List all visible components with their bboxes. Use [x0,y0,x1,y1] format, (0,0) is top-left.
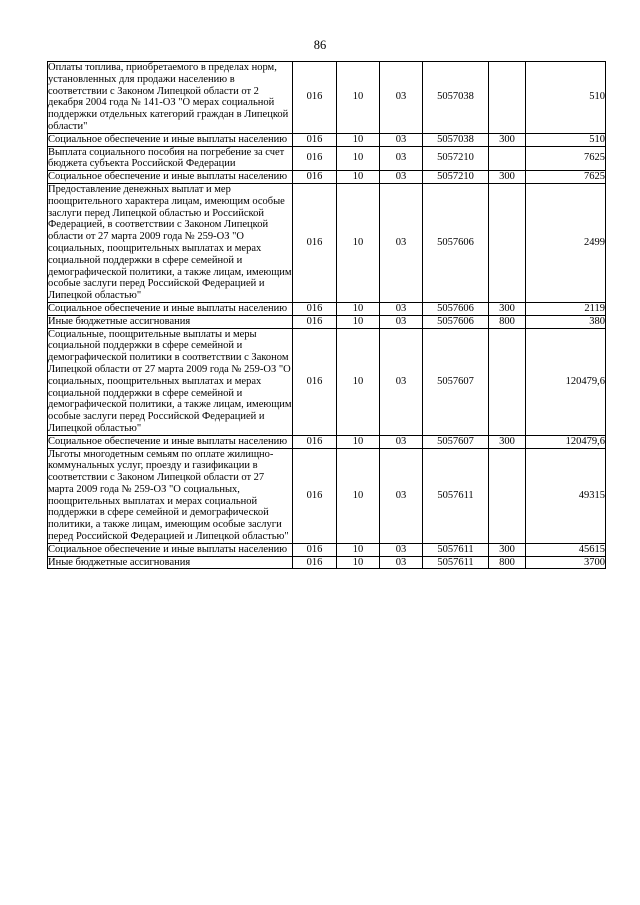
budget-table [47,61,606,569]
amount-cell: 2119 [526,302,606,315]
row-name-cell: Иные бюджетные ассигнования [48,315,293,328]
subsection-code-cell: 03 [380,171,423,184]
row-name-cell: Выплата социального пособия на погребение за счет бюджета субъекта Российской Федерации [48,146,293,171]
ministry-code-cell: 016 [293,146,337,171]
row-name-cell: Социальное обеспечение и иные выплаты населению [48,171,293,184]
table-row [48,543,606,556]
target-article-cell: 5057210 [423,171,489,184]
table-row [48,62,606,134]
amount-cell: 510 [526,62,606,134]
target-article-cell: 5057611 [423,543,489,556]
section-code-cell: 10 [337,543,380,556]
table-row [48,435,606,448]
ministry-code-cell: 016 [293,183,337,302]
subsection-code-cell: 03 [380,448,423,543]
ministry-code-cell: 016 [293,302,337,315]
expense-type-cell [489,146,526,171]
expense-type-cell: 300 [489,133,526,146]
row-name-cell: Социальное обеспечение и иные выплаты населению [48,133,293,146]
table-row [48,146,606,171]
expense-type-cell: 300 [489,171,526,184]
amount-cell: 45615 [526,543,606,556]
amount-cell: 7625 [526,171,606,184]
table-row [48,302,606,315]
subsection-code-cell: 03 [380,435,423,448]
amount-cell: 380 [526,315,606,328]
row-name-cell: Социальное обеспечение и иные выплаты населению [48,302,293,315]
target-article-cell: 5057607 [423,328,489,435]
expense-type-cell [489,62,526,134]
amount-cell: 3700 [526,556,606,569]
subsection-code-cell: 03 [380,556,423,569]
amount-cell: 2499 [526,183,606,302]
row-name-cell: Социальное обеспечение и иные выплаты населению [48,435,293,448]
section-code-cell: 10 [337,556,380,569]
table-row [48,315,606,328]
amount-cell: 120479,6 [526,435,606,448]
table-row [48,448,606,543]
subsection-code-cell: 03 [380,328,423,435]
target-article-cell: 5057038 [423,62,489,134]
section-code-cell: 10 [337,62,380,134]
table-row [48,183,606,302]
subsection-code-cell: 03 [380,183,423,302]
section-code-cell: 10 [337,146,380,171]
amount-cell: 49315 [526,448,606,543]
row-name-cell: Социальное обеспечение и иные выплаты населению [48,543,293,556]
expense-type-cell [489,183,526,302]
ministry-code-cell: 016 [293,133,337,146]
ministry-code-cell: 016 [293,435,337,448]
ministry-code-cell: 016 [293,62,337,134]
page-number: 86 [313,38,327,52]
expense-type-cell: 300 [489,543,526,556]
row-name-cell: Льготы многодетным семьям по оплате жилищно-коммунальных услуг, проезду и газификации в соответствии с Законом Липецкой области от 27 марта 2009 года № 259-ОЗ "О социальных, поощрительных выплатах и мерах социальной поддержки в сфере семейной и демографической политики, а также лицам, имеющим особые заслуги перед Российской Федерацией и Липецкой областью" [48,448,293,543]
expense-type-cell [489,328,526,435]
target-article-cell: 5057611 [423,448,489,543]
section-code-cell: 10 [337,328,380,435]
section-code-cell: 10 [337,302,380,315]
row-name-cell: Предоставление денежных выплат и мер поощрительного характера лицам, имеющим особые заслуги перед Липецкой областью и Российской Федерацией, в соответствии с Законом Липецкой области от 27 марта 2009 года № 259-ОЗ "О социальных, поощрительных выплатах и мерах социальной поддержки в сфере семейной и демографической политики, а также лицам, имеющим особые заслуги перед Российской Федерацией и Липецкой областью" [48,183,292,302]
row-name-cell: Социальные, поощрительные выплаты и меры социальной поддержки в сфере семейной и демографической политики в соответствии с Законом Липецкой области от 27 марта 2009 года № 259-ОЗ "О социальных, поощрительных выплатах и мерах социальной поддержки в сфере семейной и демографической политики, а также лицам, имеющим особые заслуги перед Российской Федерацией и Липецкой областью" [48,328,292,434]
ministry-code-cell: 016 [293,448,337,543]
expense-type-cell [489,448,526,543]
amount-cell: 510 [526,133,606,146]
amount-cell: 7625 [526,146,606,171]
ministry-code-cell: 016 [293,328,337,435]
section-code-cell: 10 [337,315,380,328]
target-article-cell: 5057606 [423,315,489,328]
section-code-cell: 10 [337,133,380,146]
subsection-code-cell: 03 [380,315,423,328]
target-article-cell: 5057607 [423,435,489,448]
section-code-cell: 10 [337,435,380,448]
expense-type-cell: 800 [489,315,526,328]
subsection-code-cell: 03 [380,302,423,315]
target-article-cell: 5057210 [423,146,489,171]
subsection-code-cell: 03 [380,543,423,556]
budget-table-body [48,62,606,569]
section-code-cell: 10 [337,183,380,302]
row-name-cell: Оплаты топлива, приобретаемого в пределах норм, установленных для продажи населению в соответствии с Законом Липецкой области от 2 декабря 2004 года № 141-ОЗ "О мерах социальной поддержки отдельных категорий граждан в Липецкой области" [48,62,293,134]
section-code-cell: 10 [337,448,380,543]
expense-type-cell: 300 [489,435,526,448]
table-row [48,133,606,146]
subsection-code-cell: 03 [380,62,423,134]
table-row [48,328,606,435]
ministry-code-cell: 016 [293,171,337,184]
target-article-cell: 5057611 [423,556,489,569]
target-article-cell: 5057038 [423,133,489,146]
ministry-code-cell: 016 [293,315,337,328]
ministry-code-cell: 016 [293,556,337,569]
expense-type-cell: 800 [489,556,526,569]
subsection-code-cell: 03 [380,146,423,171]
target-article-cell: 5057606 [423,302,489,315]
table-row [48,556,606,569]
section-code-cell: 10 [337,171,380,184]
row-name-cell: Иные бюджетные ассигнования [48,556,293,569]
expense-type-cell: 300 [489,302,526,315]
target-article-cell: 5057606 [423,183,489,302]
amount-cell: 120479,6 [526,328,606,435]
subsection-code-cell: 03 [380,133,423,146]
ministry-code-cell: 016 [293,543,337,556]
table-row [48,171,606,184]
